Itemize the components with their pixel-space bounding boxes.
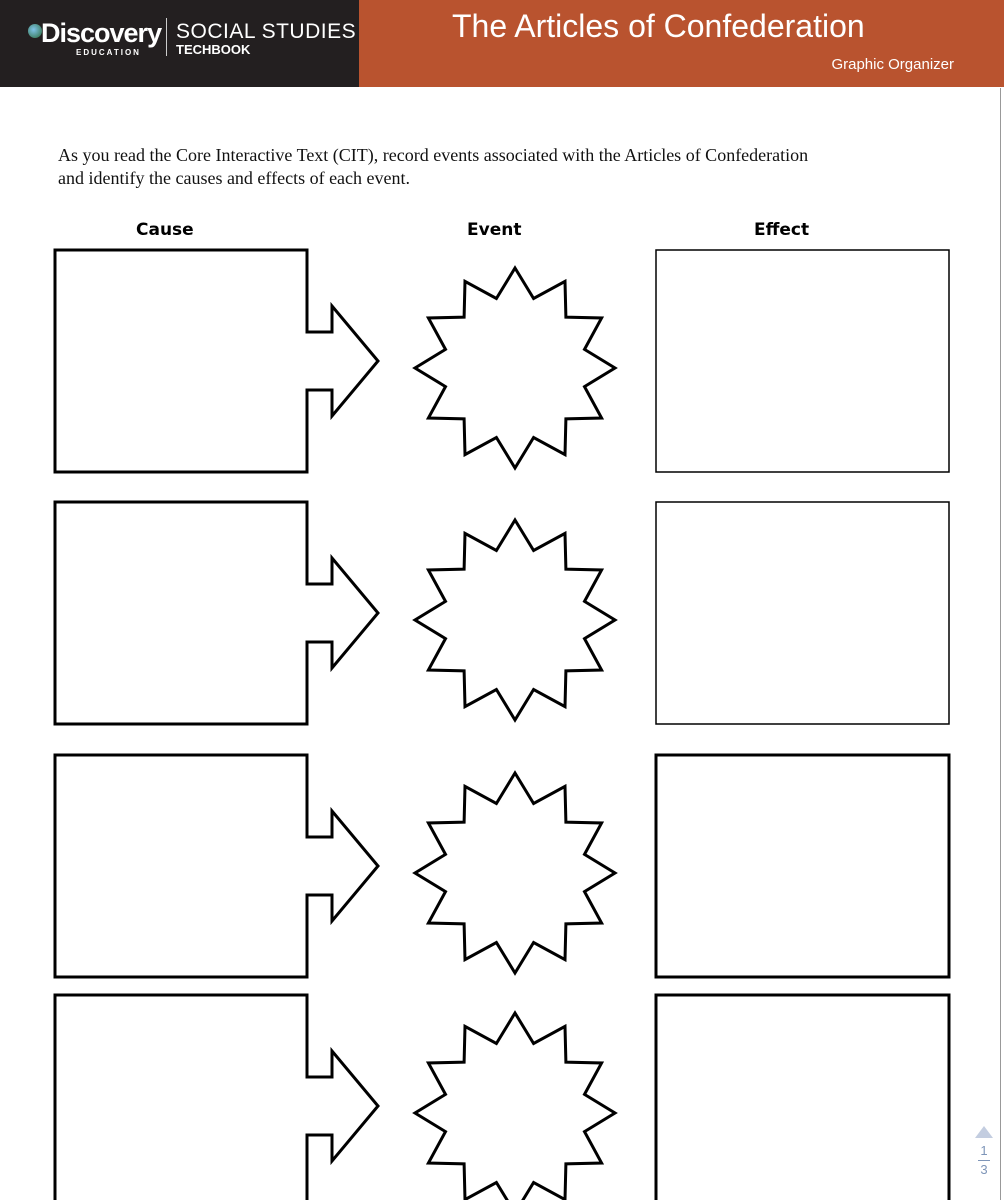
page-edge xyxy=(1000,88,1001,1200)
cause-box[interactable] xyxy=(55,995,378,1200)
cause-box[interactable] xyxy=(55,250,378,472)
brand-sub: EDUCATION xyxy=(76,48,141,57)
current-page: 1 xyxy=(980,1143,988,1158)
event-heading: Event xyxy=(467,220,522,240)
effect-box[interactable] xyxy=(656,995,949,1200)
cause-box[interactable] xyxy=(55,755,378,977)
page-indicator[interactable] xyxy=(972,1126,996,1177)
total-pages: 3 xyxy=(980,1162,988,1177)
cause-heading: Cause xyxy=(136,220,194,240)
event-starburst[interactable] xyxy=(415,268,615,468)
event-starburst[interactable] xyxy=(415,1013,615,1200)
event-starburst[interactable] xyxy=(415,520,615,720)
effect-box[interactable] xyxy=(656,755,949,977)
page-title: The Articles of Confederation xyxy=(452,8,865,44)
brand-name: Discovery xyxy=(41,18,162,48)
effect-box[interactable] xyxy=(656,250,949,472)
page-subtitle: Graphic Organizer xyxy=(831,56,954,73)
product-sub: TECHBOOK xyxy=(176,42,251,57)
previous-page-icon[interactable] xyxy=(975,1126,993,1138)
event-starburst[interactable] xyxy=(415,773,615,973)
effect-box[interactable] xyxy=(656,502,949,724)
instructions: As you read the Core Interactive Text (CIT), record events associated with the Articles of Confederation and identify the causes and effects of each event. xyxy=(58,145,809,188)
effect-heading: Effect xyxy=(754,220,810,240)
product-name: SOCIAL STUDIES xyxy=(176,20,357,43)
cause-box[interactable] xyxy=(55,502,378,724)
